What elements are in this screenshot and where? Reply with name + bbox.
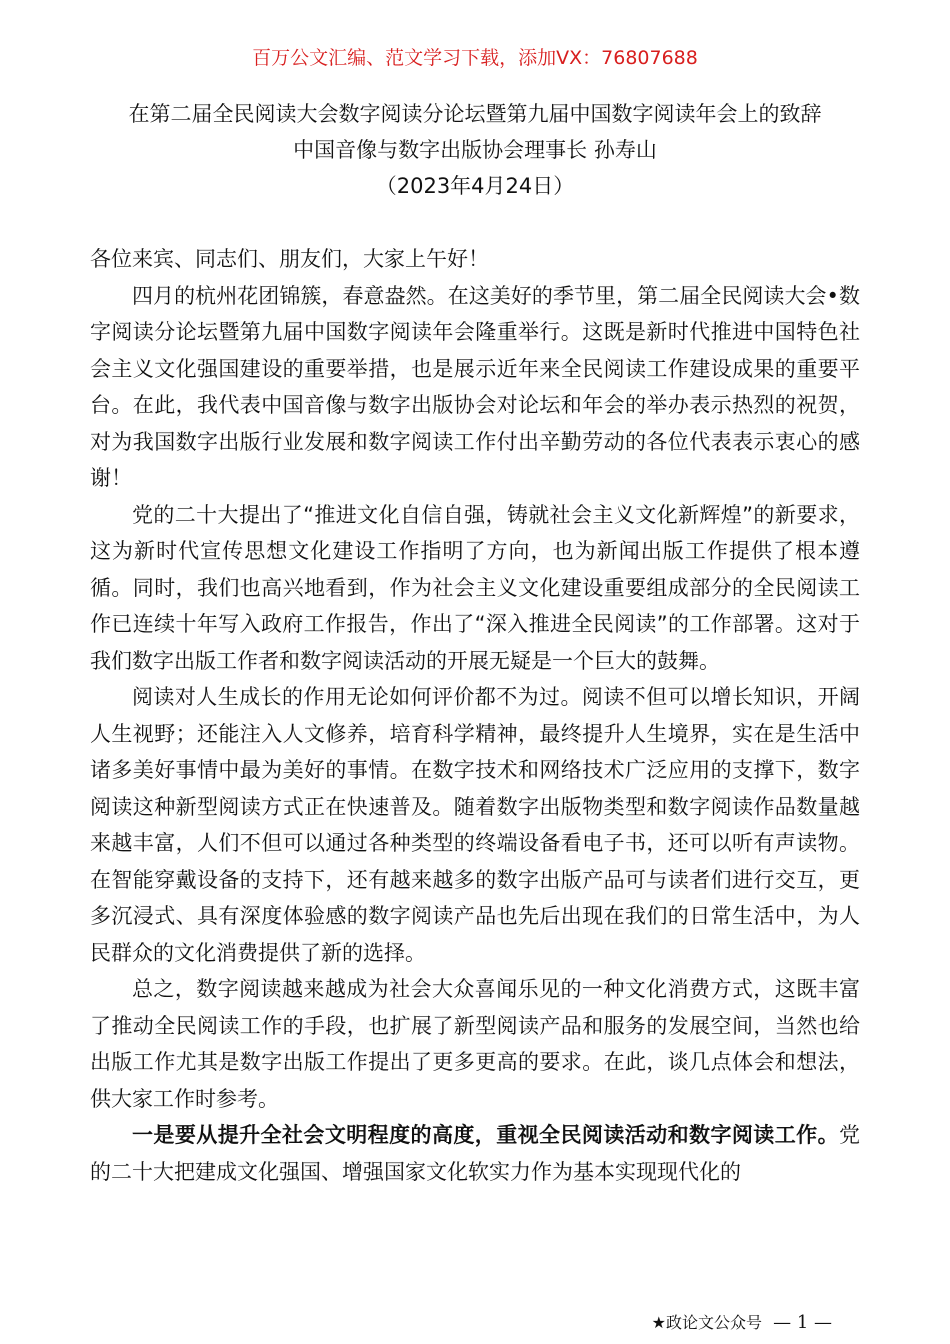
page-footer bbox=[652, 1310, 832, 1333]
paragraph-1: 四月的杭州花团锦簇，春意盎然。在这美好的季节里，第二届全民阅读大会•数字阅读分论坛暨第九届中国数字阅读年会隆重举行。这既是新时代推进中国特色社会主义文化强国建设的重要举措，也是展示近年来全民阅读工作建设成果的重要平台。在此，我代表中国音像与数字出版协会对论坛和年会的举办表示热烈的祝贺，对为我国数字出版行业发展和数字阅读工作付出辛勤劳动的各位代表表示衷心的感谢！ bbox=[90, 283, 860, 490]
speech-date: （2023年4月24日） bbox=[375, 174, 575, 198]
point-one-text: 党的二十大把建成文化强国、增强国家文化软实力作为基本实现现代化的 bbox=[90, 1123, 860, 1184]
speech-body bbox=[90, 241, 860, 1190]
speaker-line: 中国音像与数字出版协会理事长 孙寿山 bbox=[293, 138, 657, 162]
paragraph-3: 阅读对人生成长的作用无论如何评价都不为过。阅读不但可以增长知识，开阔人生视野；还能注入人文修养，培育科学精神，最终提升人生境界，实在是生活中诸多美好事情中最为美好的事情。在数字技术和网络技术广泛应用的支撑下，数字阅读这种新型阅读方式正在快速普及。随着数字出版物类型和数字阅读作品数量越来越丰富，人们不但可以通过各种类型的终端设备看电子书，还可以听有声读物。在智能穿戴设备的支持下，还有越来越多的数字出版产品可与读者们进行交互，更多沉浸式、具有深度体验感的数字阅读产品也先后出现在我们的日常生活中，为人民群众的文化消费提供了新的选择。 bbox=[90, 685, 860, 965]
footer-source: ★政论文公众号 bbox=[651, 1313, 762, 1332]
paragraph-5 bbox=[90, 1117, 860, 1190]
paragraph-4: 总之，数字阅读越来越成为社会大众喜闻乐见的一种文化消费方式，这既丰富了推动全民阅读工作的手段，也扩展了新型阅读产品和服务的发展空间，当然也给出版工作尤其是数字出版工作提出了更多更高的要求。在此，谈几点体会和想法，供大家工作时参考。 bbox=[90, 977, 860, 1111]
document-title-block bbox=[60, 96, 890, 204]
header-banner: 百万公文汇编、范文学习下载，添加VX：76807688 bbox=[252, 47, 698, 69]
greeting-paragraph: 各位来宾、同志们、朋友们，大家上午好！ bbox=[90, 247, 489, 271]
page-number: — 1 — bbox=[773, 1312, 832, 1333]
paragraph-2: 党的二十大提出了“推进文化自信自强，铸就社会主义文化新辉煌”的新要求，这为新时代宣传思想文化建设工作指明了方向，也为新闻出版工作提供了根本遵循。同时，我们也高兴地看到，作为社会主义文化建设重要组成部分的全民阅读工作已连续十年写入政府工作报告，作出了“深入推进全民阅读”的工作部署。这对于我们数字出版工作者和数字阅读活动的开展无疑是一个巨大的鼓舞。 bbox=[90, 502, 860, 673]
speech-title: 在第二届全民阅读大会数字阅读分论坛暨第九届中国数字阅读年会上的致辞 bbox=[128, 102, 822, 126]
point-one-heading: 一是要从提升全社会文明程度的高度，重视全民阅读活动和数字阅读工作。 bbox=[132, 1123, 839, 1147]
